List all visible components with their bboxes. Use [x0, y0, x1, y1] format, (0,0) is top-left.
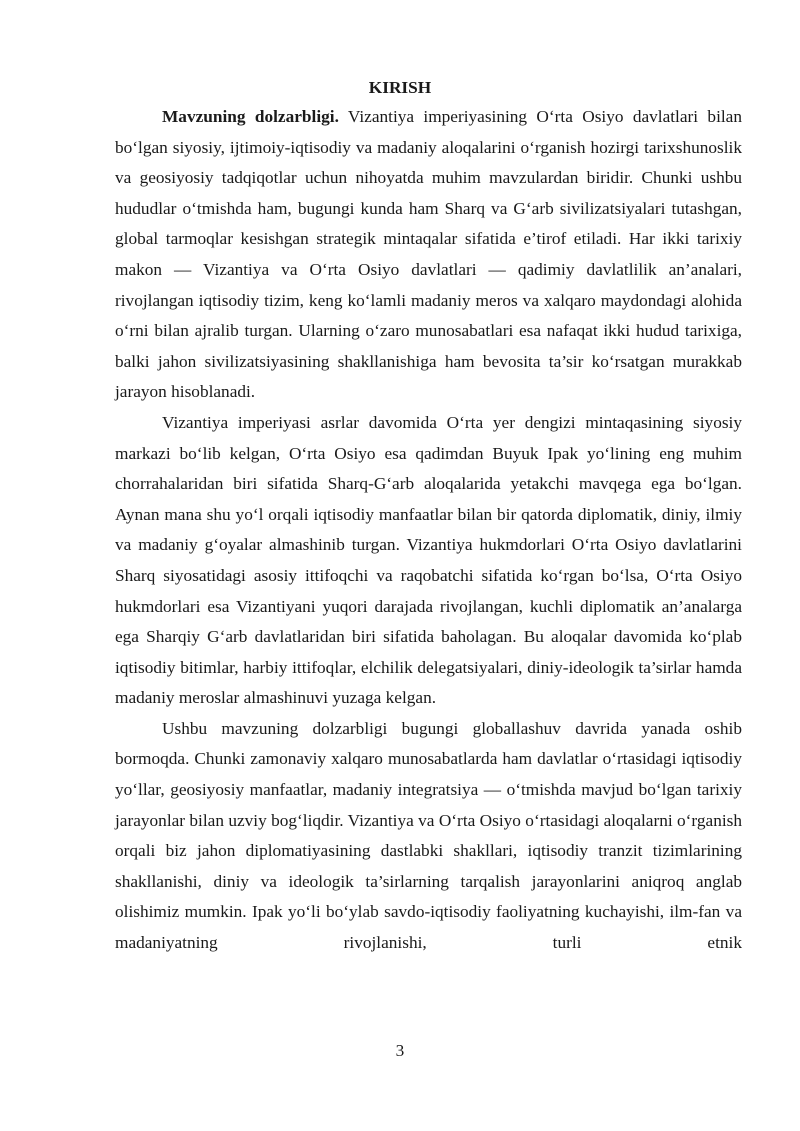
- section-heading: KIRISH: [368, 78, 432, 97]
- paragraph-text: Vizantiya imperiyasining O‘rta Osiyo davlatlari bilan bo‘lgan siyosiy, ijtimoiy-iqtisodiy va madaniy aloqalarini o‘rganish hozirgi tarixshunoslik va geosiyosiy tadqiqotlar uchun nihoyatda muhim mavzulardan biridir. Chunki ushbu hududlar o‘tmishda ham, bugungi kunda ham Sharq va G‘arb sivilizatsiyalari tutashgan, global tarmoqlar kesishgan strategik mintaqalar sifatida e’tirof etiladi. Har ikki tarixiy makon — Vizantiya va O‘rta Osiyo davlatlari — qadimiy davlatlilik an’analari, rivojlangan iqtisodiy tizim, keng ko‘lamli madaniy meros va xalqaro maydondagi alohida o‘rni bilan ajralib turgan. Ularning o‘zaro munosabatlari esa nafaqat ikki hudud tarixiga, balki jahon sivilizatsiyasining shakllanishiga ham bevosita ta’sir ko‘rsatgan murakkab jarayon hisoblanadi.: [115, 107, 742, 402]
- body-text: [115, 102, 742, 959]
- paragraph-lead: Mavzuning dolzarbligi.: [162, 107, 339, 126]
- paragraph-globalization: Ushbu mavzuning dolzarbligi bugungi globallashuv davrida yanada oshib bormoqda. Chunki zamonaviy xalqaro munosabatlarda ham davlatlar o‘rtasidagi iqtisodiy yo‘llar, geosiyosiy manfaatlar, madaniy integratsiya — o‘tmishda mavjud bo‘lgan tarixiy jarayonlar bilan uzviy bog‘liqdir. Vizantiya va O‘rta Osiyo o‘rtasidagi aloqalarni o‘rganish orqali biz jahon diplomatiyasining dastlabki shakllari, iqtisodiy tranzit tizimlarining shakllanishi, diniy va ideologik ta’sirlarning tarqalish jarayonlarini aniqroq anglab olishimiz mumkin. Ipak yo‘li bo‘ylab savdo-iqtisodiy faoliyatning kuchayishi, ilm-fan va madaniyatning rivojlanishi, turli etnik: [115, 718, 742, 953]
- page-number: 3: [395, 1041, 405, 1060]
- paragraph-relevance: [115, 102, 742, 408]
- paragraph-byzantium: Vizantiya imperiyasi asrlar davomida O‘rta yer dengizi mintaqasining siyosiy markazi bo‘lib kelgan, O‘rta Osiyo esa qadimdan Buyuk Ipak yo‘lining eng muhim chorrahalaridan biri sifatida Sharq-G‘arb aloqalarida yetakchi mavqega ega bo‘lgan. Aynan mana shu yo‘l orqali iqtisodiy manfaatlar bilan bir qatorda diplomatik, diniy, ilmiy va madaniy g‘oyalar almashinib turgan. Vizantiya hukmdorlari O‘rta Osiyo davlatlarini Sharq siyosatidagi asosiy ittifoqchi va raqobatchi sifatida ko‘rgan bo‘lsa, O‘rta Osiyo hukmdorlari esa Vizantiyani yuqori darajada rivojlangan, kuchli diplomatik an’analarga ega Sharqiy G‘arb davlatlaridan biri sifatida baholagan. Bu aloqalar davomida ko‘plab iqtisodiy bitimlar, harbiy ittifoqlar, elchilik delegatsiyalari, diniy-ideologik ta’sirlar hamda madaniy meroslar almashinuvi yuzaga kelgan.: [115, 412, 742, 708]
